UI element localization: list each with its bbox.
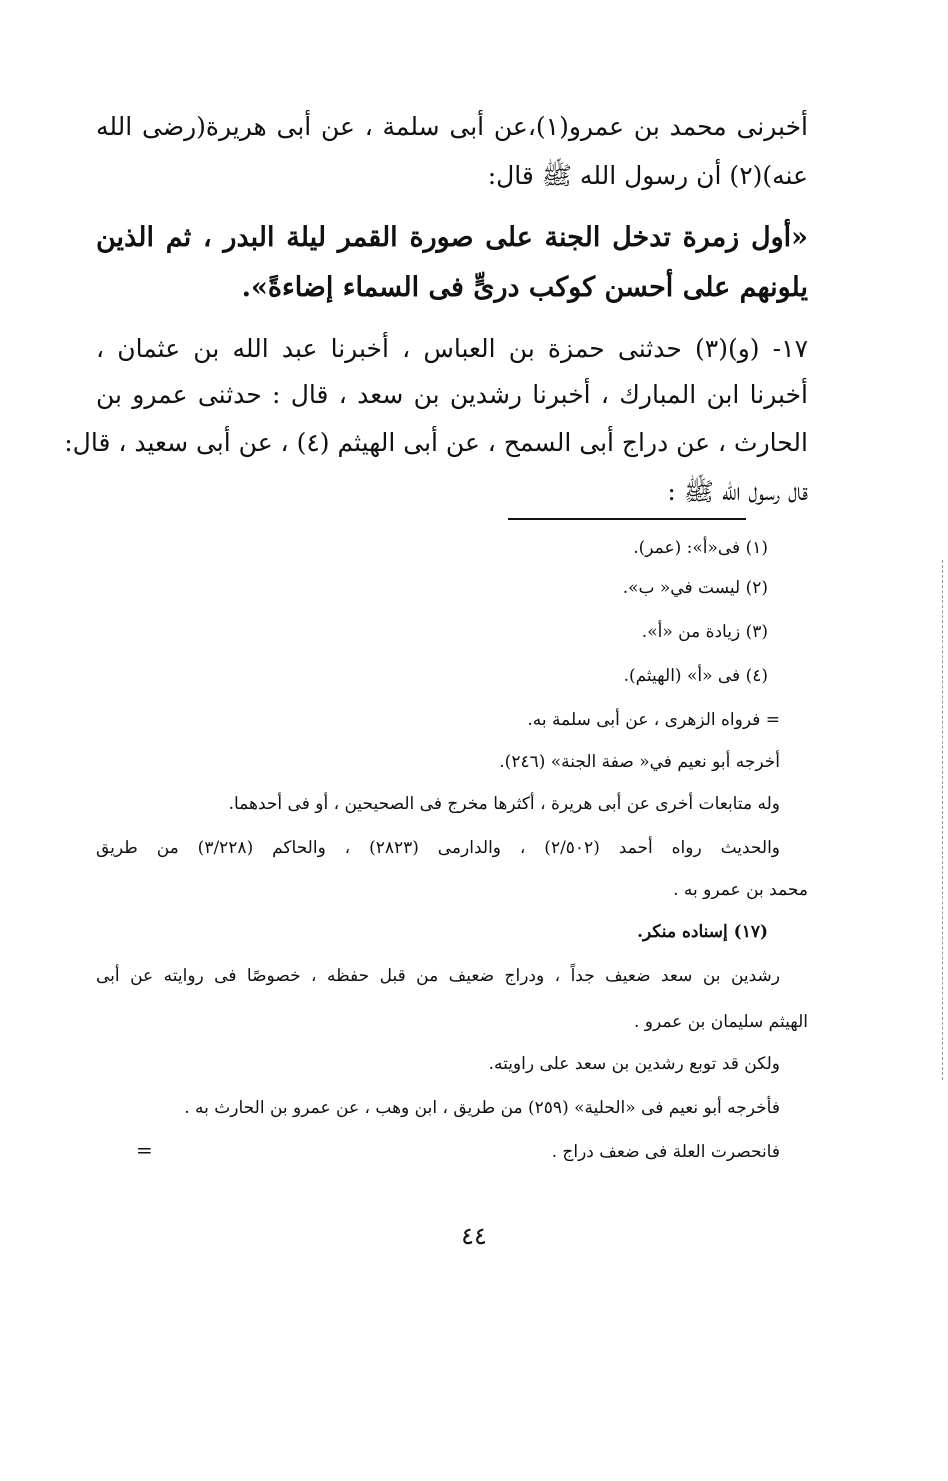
footnote-continuation: = فرواه الزهرى ، عن أبى سلمة به. [527,710,780,730]
footnote-2: (٢) ليست في« ب». [622,578,768,598]
footnote-separator [508,518,746,520]
footnote-line: رشدين بن سعد ضعيف جداً ، ودراج ضعيف من قبل حفظه ، خصوصًا فى روايته عن أبى [96,966,780,986]
section-17-line-1: ١٧- (و)(٣) حدثنى حمزة بن العباس ، أخبرنا عبد الله بن عثمان ، [96,334,808,363]
section-17-line-2: أخبرنا ابن المبارك ، أخبرنا رشدين بن سعد ، قال : حدثنى عمرو بن [96,380,808,409]
footnote-line: والحديث رواه أحمد (٢/٥٠٢) ، والدارمى (٢٨٢٣) ، والحاكم (٣/٢٢٨) من طريق [96,838,780,858]
footnote-1: (١) فى«أ»: (عمر). [633,538,768,558]
footnote-line: ولكن قد توبع رشدين بن سعد على راويته. [488,1054,780,1074]
footnote-4: (٤) فى «أ» (الهيثم). [623,666,768,686]
footnote-line: فانحصرت العلة فى ضعف دراج . [551,1142,780,1162]
footnote-line: وله متابعات أخرى عن أبى هريرة ، أكثرها مخرج فى الصحيحين ، أو فى أحدهما. [228,794,780,814]
continuation-mark: = [136,1138,153,1162]
footnote-17-heading: (١٧) إسناده منكر. [637,922,768,942]
scan-edge-line [942,560,943,1080]
body-line-1: أخبرنى محمد بن عمرو(١)،عن أبى سلمة ، عن أبى هريرة(رضى الله [96,112,808,141]
hadith-line-1: «أول زمرة تدخل الجنة على صورة القمر ليلة البدر ، ثم الذين [96,222,808,253]
section-17-line-4: قال رسول الله ﷺ : [667,477,808,506]
section-17-line-3: الحارث ، عن دراج أبى السمح ، عن أبى الهيثم (٤) ، عن أبى سعيد ، قال: [64,428,808,457]
body-line-2: عنه)(٢) أن رسول الله ﷺ قال: [487,161,808,190]
footnote-line: الهيثم سليمان بن عمرو . [633,1012,808,1032]
page-number: ٤٤ [461,1222,487,1250]
footnote-line: محمد بن عمرو به . [673,880,808,900]
footnote-3: (٣) زيادة من «أ». [641,622,768,642]
footnote-line: أخرجه أبو نعيم في« صفة الجنة» (٢٤٦). [499,752,780,772]
hadith-line-2: يلونهم على أحسن كوكب درىٍّ فى السماء إضاءةً». [241,272,808,303]
footnote-line: فأخرجه أبو نعيم فى «الحلية» (٢٥٩) من طريق ، ابن وهب ، عن عمرو بن الحارث به . [184,1098,780,1118]
